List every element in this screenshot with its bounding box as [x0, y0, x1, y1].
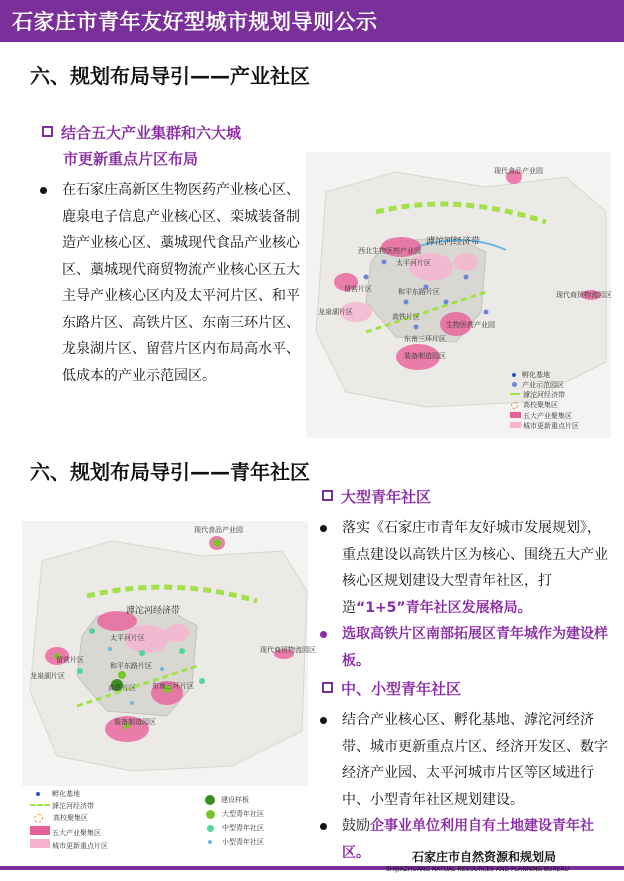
map2-label: 滹沱河经济带: [126, 606, 181, 616]
subheading-line1: 结合五大产业集群和六大城: [61, 124, 242, 142]
map1-label: 滹沱河经济带: [426, 237, 481, 247]
section1-bullet: 在石家庄高新区生物医药产业核心区、鹿泉电子信息产业核心区、栾城装备制造产业核心区、藁城现代食品产业核心区、藁城现代商贸物流产业核心区五大主导产业核心区内及太平河片区、和平东路片区、高铁片区、东南三环片区、龙泉湖片区、留营片区内布局高水平、低成本的产业示范园区。: [40, 177, 300, 389]
footer-org-en: SHIJIAZHUANG NATUAL RESOURCES AND PLANNING BUREAU: [386, 866, 569, 873]
legend-urban-renewal: 城市更新重点片区: [510, 421, 579, 431]
bullet-highlight: “1+5”青年社区发展格局。: [356, 599, 532, 616]
legend-river-belt: 滹沱河经济带: [510, 390, 565, 400]
map2-label: 龙泉湖片区: [30, 672, 65, 680]
bullet-dot-icon: [320, 525, 327, 532]
footer-org-cn: 石家庄市自然资源和规划局: [412, 850, 557, 864]
checkbox-square-icon: [42, 126, 53, 137]
map2-label: 东南三环片区: [152, 682, 194, 690]
bullet-dot-icon: [40, 187, 47, 194]
bullet-demo: 选取高铁片区南部拓展区青年城作为建设样板。: [320, 621, 612, 674]
legend-incubator: 孵化基地: [510, 370, 550, 380]
section1-subheading: [42, 120, 292, 172]
map1-label: 龙泉湖片区: [318, 308, 353, 316]
bullet-text: 鼓励: [342, 818, 370, 834]
map2-label: 太平河片区: [110, 634, 145, 642]
map1-label: 高铁片区: [392, 313, 420, 321]
page-title: 石家庄市青年友好型城市规划导则公示: [12, 10, 378, 34]
legend-demo-park: 产业示范园区: [510, 380, 564, 390]
title-bar: [0, 0, 624, 42]
map2-legend-left: [30, 789, 160, 849]
legend-university: 高校聚集区: [510, 400, 558, 410]
bullet-small-community: 结合产业核心区、孵化基地、滹沱河经济带、城市更新重点片区、经济开发区、数字经济产业园、太平河城市片区等区域进行中、小型青年社区规划建设。: [320, 707, 612, 813]
subheading-line2: 市更新重点片区布局: [63, 150, 199, 168]
legend-industry-cluster: 五大产业聚集区: [510, 411, 572, 421]
map1-label: 生物医药产业园: [446, 321, 495, 329]
legend-urban-renewal: 城市更新重点片区: [30, 839, 108, 851]
legend-small-community: 小型青年社区: [205, 837, 264, 847]
industry-community-map: [306, 152, 611, 438]
map1-label: 装备制造园区: [404, 352, 446, 360]
bullet-dot-icon: [320, 717, 327, 724]
checkbox-square-icon: [322, 490, 333, 501]
map2-label: 高铁片区: [108, 684, 136, 692]
map2-label: 装备制造园区: [114, 718, 156, 726]
map1-legend: [510, 370, 610, 436]
checkbox-square-icon: [322, 682, 333, 693]
youth-community-map: [22, 521, 316, 786]
map1-label: 太平河片区: [396, 259, 431, 267]
map2-label: 现代食品产业园: [194, 526, 243, 534]
legend-large-community: 大型青年社区: [205, 809, 264, 819]
bullet-large-community: [320, 515, 612, 621]
map1-label: 留营片区: [344, 285, 372, 293]
bullet-dot-icon: [320, 823, 327, 830]
legend-industry-cluster: 五大产业聚集区: [30, 826, 101, 838]
legend-demo-site: 建设样板: [205, 795, 249, 805]
legend-river-belt: 滹沱河经济带: [30, 801, 94, 811]
map2-label: 和平东路片区: [110, 662, 152, 670]
legend-medium-community: 中型青年社区: [205, 823, 264, 833]
map1-label: 西北生物医药产业园: [358, 247, 421, 255]
bullet-highlight: 企事业单位利用自有土地建设青年社区。: [342, 818, 594, 861]
sub-heading-small: 中、小型青年社区: [322, 676, 612, 702]
map1-label: 东南三环片区: [404, 335, 446, 343]
map2-label: 留营片区: [56, 656, 84, 664]
sub-heading-large: 大型青年社区: [322, 484, 612, 510]
legend-university: 高校聚集区: [30, 813, 88, 823]
map1-label: 现代商贸物流园区: [556, 291, 612, 299]
bullet-dot-icon: [320, 631, 327, 638]
map1-label: 和平东路片区: [398, 288, 440, 296]
section-heading-industry: 六、规划布局导引——产业社区: [30, 64, 310, 88]
legend-incubator: 孵化基地: [30, 789, 80, 799]
bullet-text: 落实《石家庄市青年友好城市发展规划》，重点建设以高铁片区为核心、围绕五大产业核心区规划建设大型青年社区，打造: [342, 520, 608, 616]
map2-legend-right: [205, 795, 305, 851]
map1-label: 现代食品产业园: [494, 167, 543, 175]
map2-label: 现代商贸物流园区: [260, 646, 316, 654]
section-heading-youth: 六、规划布局导引——青年社区: [30, 460, 310, 484]
